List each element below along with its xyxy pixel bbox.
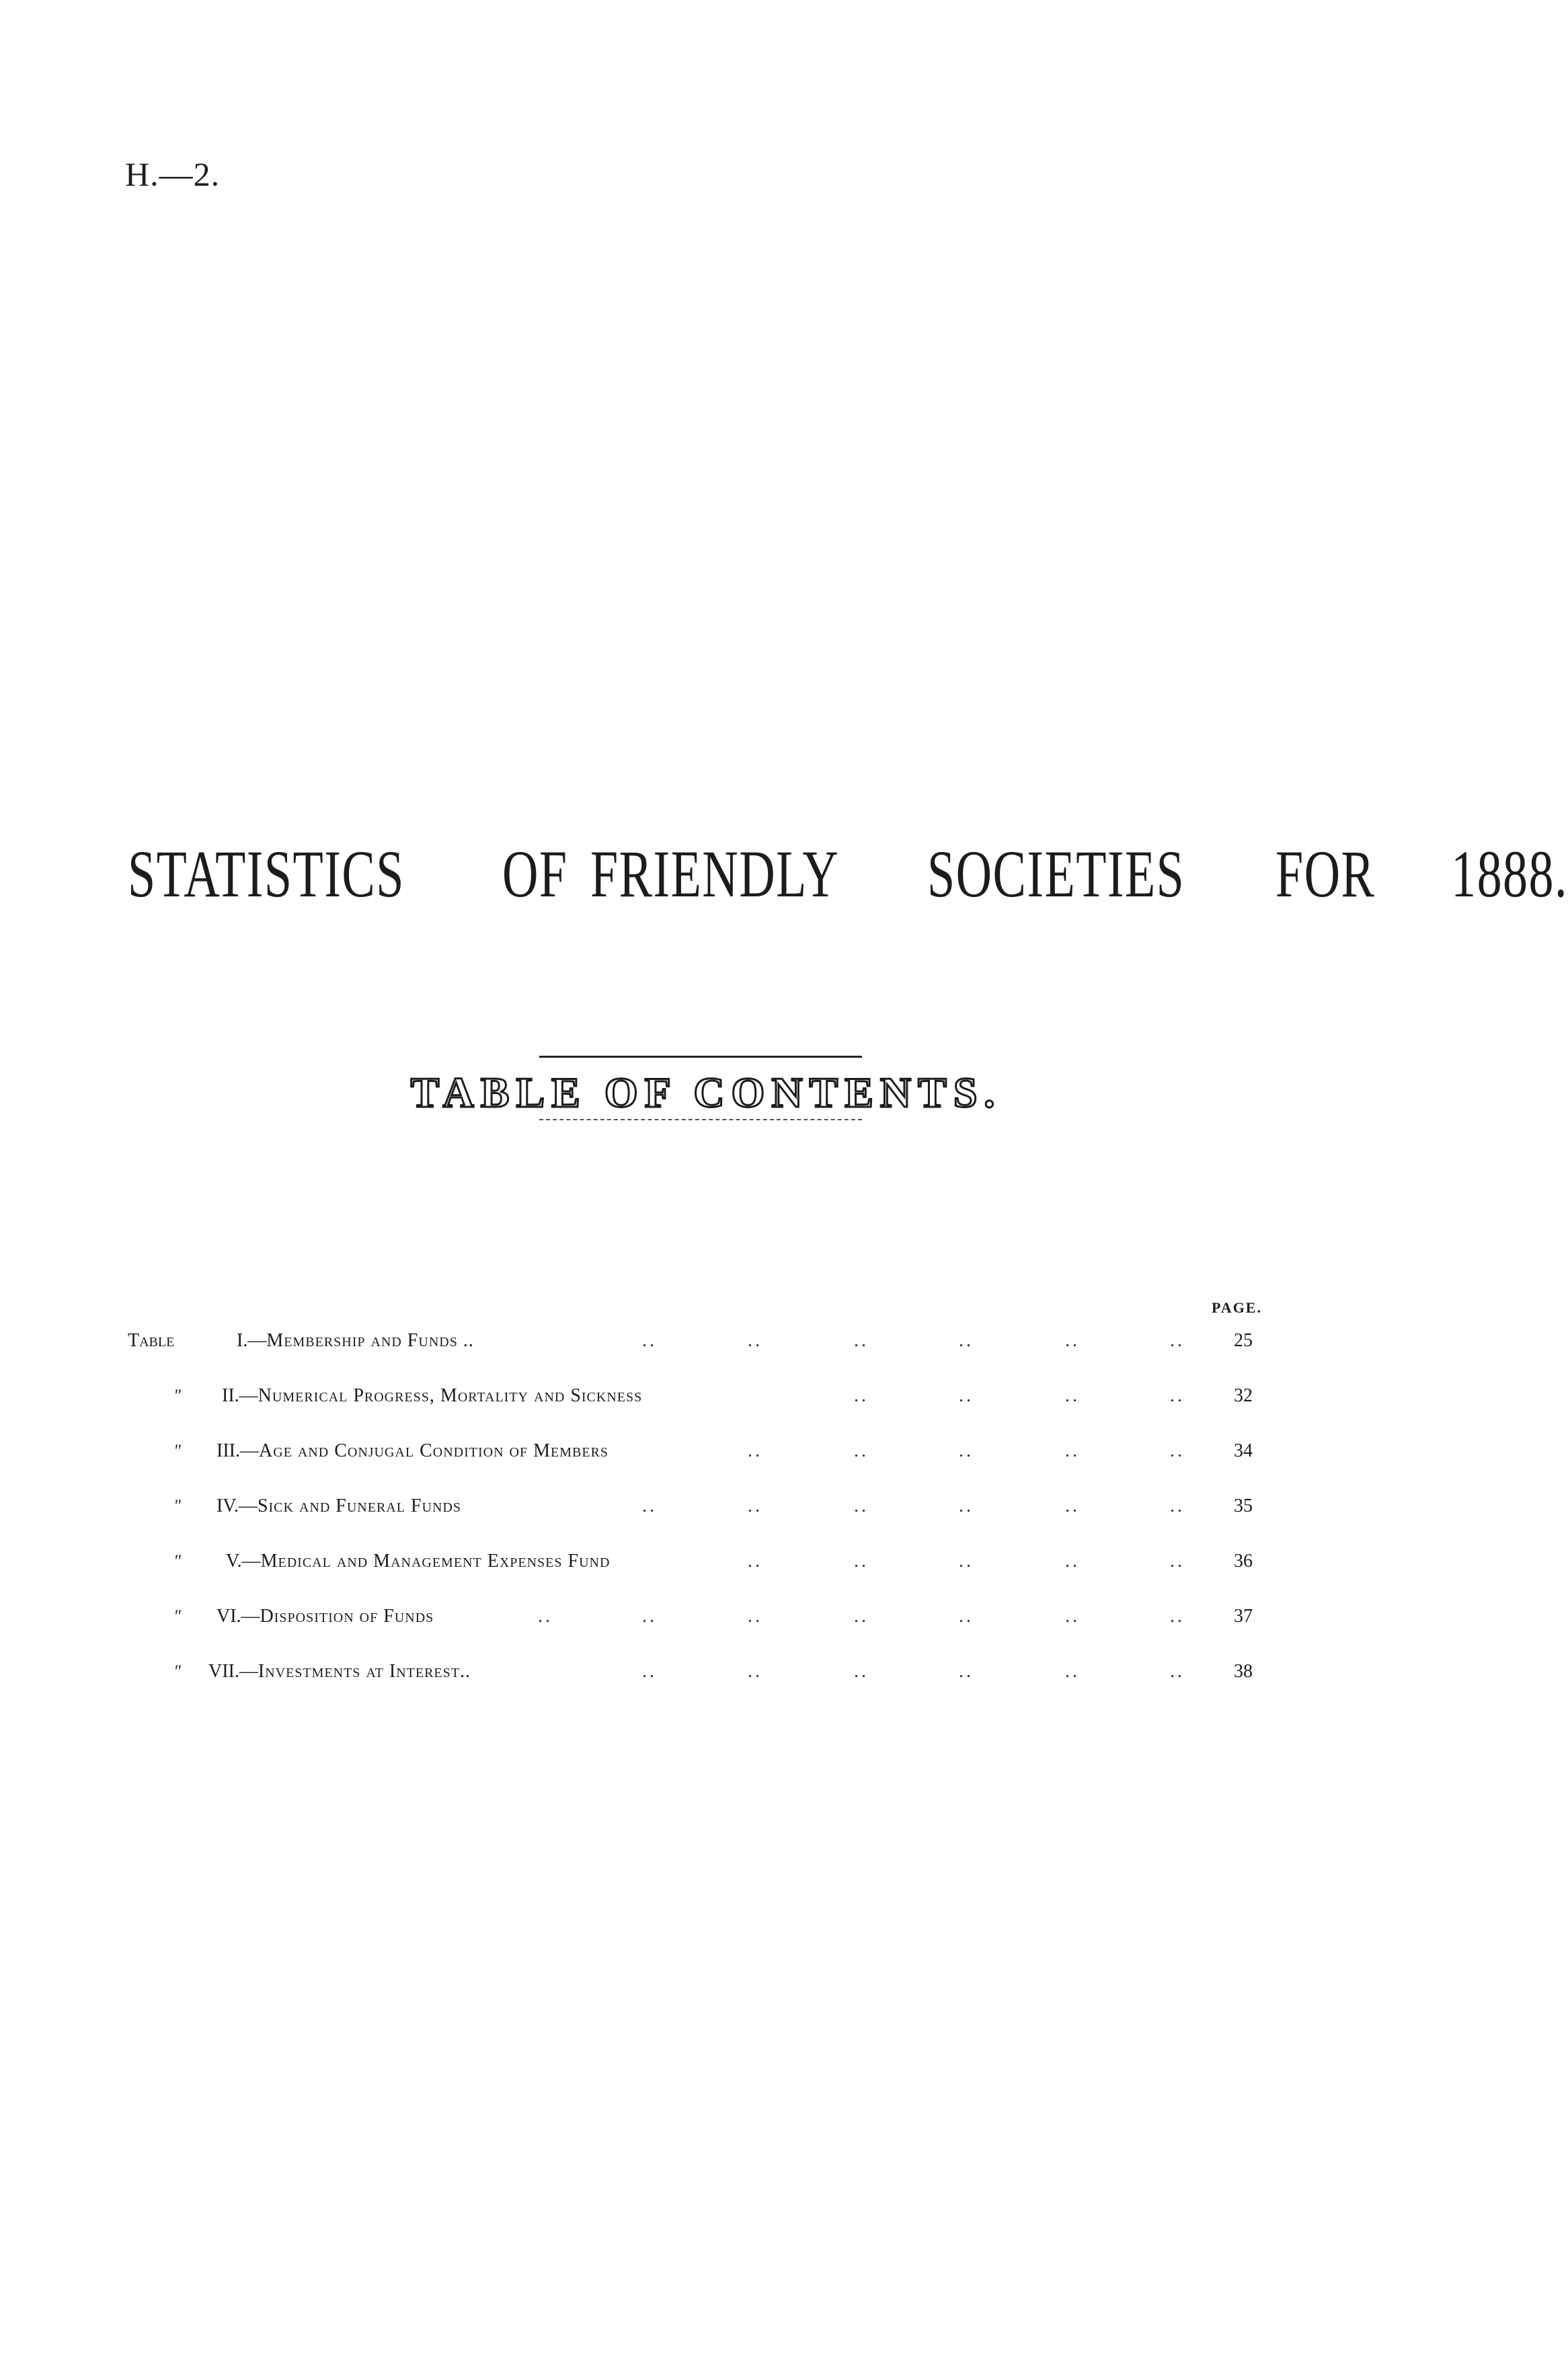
dot-leader: .. (959, 1661, 974, 1682)
dot-leader: .. (748, 1661, 762, 1682)
dot-leader: .. (1170, 1606, 1185, 1627)
dot-leader: .. (1170, 1551, 1185, 1571)
toc-entry-label (222, 1383, 642, 1409)
dot-leader: .. (959, 1440, 974, 1461)
main-title (128, 837, 1568, 911)
toc-entry (0, 1658, 1398, 1685)
title-word: FRIENDLY (590, 837, 840, 911)
dot-leader: .. (959, 1330, 974, 1351)
dot-leader: .. (1170, 1496, 1185, 1516)
ditto-mark: " (173, 1441, 181, 1461)
toc-entry (0, 1383, 1398, 1409)
toc-entry-label (208, 1658, 471, 1685)
table-numeral: V.— (226, 1551, 261, 1571)
table-numeral: IV.— (217, 1496, 258, 1516)
table-word: Table (128, 1330, 175, 1351)
toc-entry (0, 1438, 1398, 1465)
dot-leader: .. (1170, 1440, 1185, 1461)
ditto-mark: " (173, 1496, 181, 1516)
toc-entry-label (217, 1438, 609, 1465)
table-title: Numerical Progress, Mortality and Sickness (258, 1385, 643, 1406)
toc-entry-label (237, 1327, 474, 1354)
page-number: 38 (1234, 1661, 1253, 1682)
dot-leader: .. (854, 1551, 869, 1571)
dot-leader: .. (1065, 1385, 1080, 1406)
toc-entry (0, 1603, 1398, 1630)
page-column-label: PAGE. (1212, 1299, 1262, 1316)
table-title: Membership and Funds .. (266, 1330, 474, 1351)
dot-leader: .. (1170, 1385, 1185, 1406)
ditto-mark: " (173, 1386, 181, 1405)
page-number: 36 (1234, 1551, 1253, 1571)
heading-rule-bottom (539, 1119, 862, 1120)
dot-leader: .. (854, 1661, 869, 1682)
toc-entry (0, 1327, 1398, 1354)
table-numeral: VII.— (208, 1661, 258, 1682)
dot-leader: .. (959, 1385, 974, 1406)
toc-entry-label (226, 1548, 610, 1575)
dot-leader: .. (854, 1496, 869, 1516)
table-numeral: I.— (237, 1330, 267, 1351)
dot-leader: .. (854, 1606, 869, 1627)
dot-leader: .. (748, 1551, 762, 1571)
title-word: FOR (1275, 837, 1376, 911)
title-word: STATISTICS (128, 837, 405, 911)
dot-leader: .. (1065, 1330, 1080, 1351)
table-title: Age and Conjugal Condition of Members (258, 1440, 609, 1461)
dot-leader: .. (959, 1496, 974, 1516)
dot-leader: .. (1065, 1661, 1080, 1682)
dot-leader: .. (854, 1385, 869, 1406)
dot-leader: .. (959, 1606, 974, 1627)
page-number: 25 (1234, 1330, 1253, 1351)
page-number: 35 (1234, 1496, 1253, 1516)
table-title: Investments at Interest.. (258, 1661, 471, 1682)
page-number: 34 (1234, 1440, 1253, 1461)
table-numeral: VI.— (217, 1606, 260, 1627)
table-numeral: II.— (222, 1385, 258, 1406)
dot-leader: .. (642, 1661, 657, 1682)
ditto-mark: " (173, 1551, 181, 1571)
title-word: 1888. (1451, 837, 1568, 911)
table-title: Sick and Funeral Funds (257, 1496, 461, 1516)
dot-leader: .. (1065, 1551, 1080, 1571)
dot-leader: .. (854, 1440, 869, 1461)
ditto-mark: " (173, 1662, 181, 1681)
dot-leader: .. (538, 1606, 553, 1627)
table-title: Medical and Management Expenses Fund (260, 1551, 611, 1571)
dot-leader: .. (642, 1330, 657, 1351)
dot-leader: .. (1170, 1330, 1185, 1351)
dot-leader: .. (1065, 1606, 1080, 1627)
ditto-mark: " (173, 1606, 181, 1626)
dot-leader: .. (748, 1440, 762, 1461)
dot-leader: .. (1065, 1440, 1080, 1461)
title-word: SOCIETIES (927, 837, 1185, 911)
page-number: 37 (1234, 1606, 1253, 1627)
table-numeral: III.— (217, 1440, 259, 1461)
toc-heading: TABLE OF CONTENTS. (410, 1069, 1002, 1116)
document-reference: H.—2. (125, 155, 221, 193)
page-number: 32 (1234, 1385, 1253, 1406)
toc-entry (0, 1548, 1398, 1575)
toc-entry (0, 1493, 1398, 1520)
table-title: Disposition of Funds (260, 1606, 434, 1627)
dot-leader: .. (854, 1330, 869, 1351)
dot-leader: .. (1065, 1496, 1080, 1516)
heading-rule-top (539, 1056, 862, 1058)
dot-leader: .. (748, 1496, 762, 1516)
dot-leader: .. (748, 1606, 762, 1627)
title-word: OF (502, 837, 568, 911)
dot-leader: .. (959, 1551, 974, 1571)
dot-leader: .. (642, 1606, 657, 1627)
toc-entry-label (217, 1603, 434, 1630)
dot-leader: .. (642, 1496, 657, 1516)
toc-entry-label (217, 1493, 461, 1520)
dot-leader: .. (1170, 1661, 1185, 1682)
dot-leader: .. (748, 1330, 762, 1351)
